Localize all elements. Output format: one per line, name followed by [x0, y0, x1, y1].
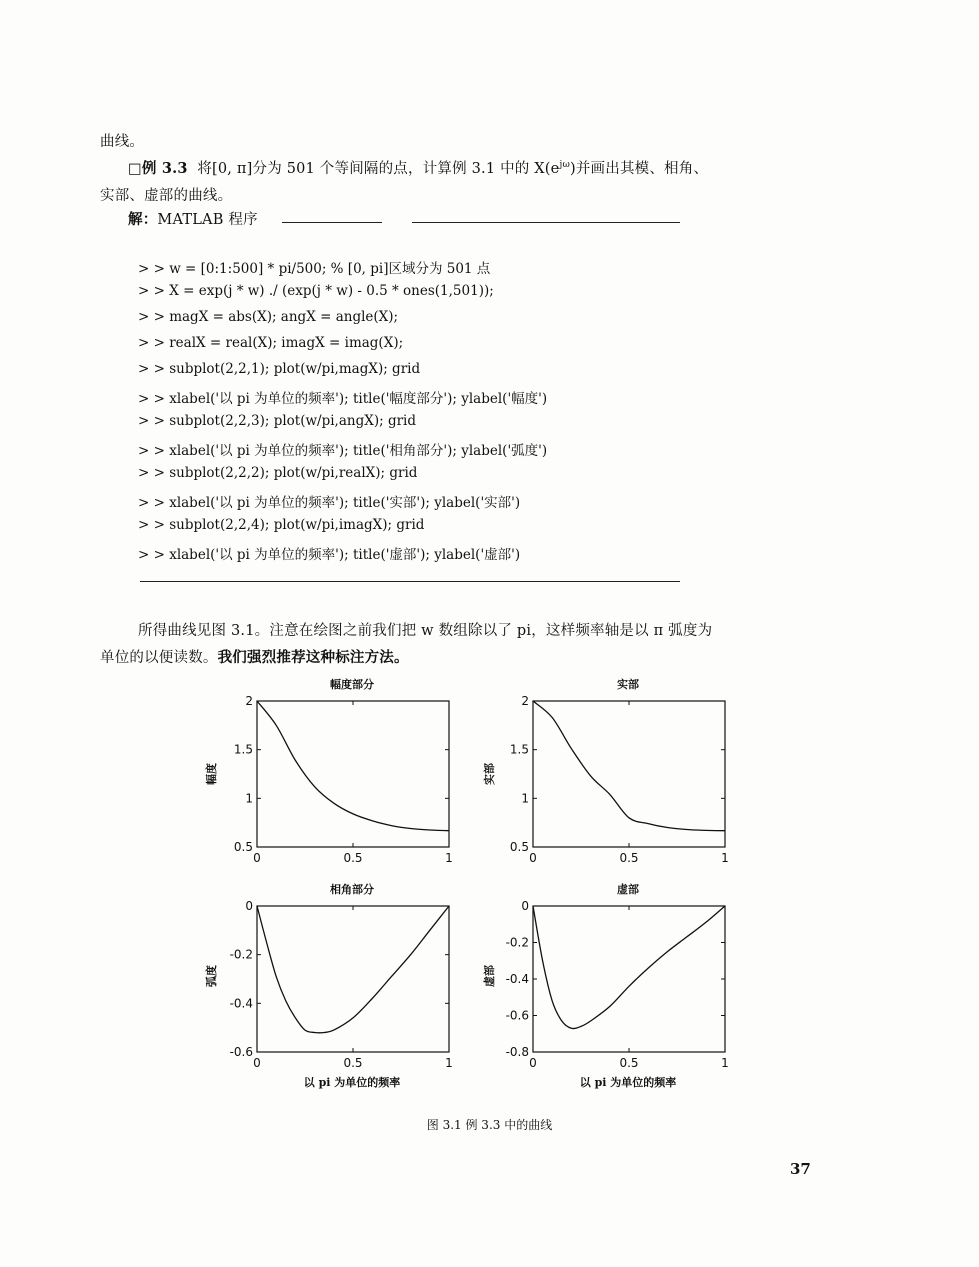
example-text-2: )并画出其模、相角、 [569, 161, 709, 177]
code-line: > > subplot(2,2,2); plot(w/pi,realX); grid [138, 465, 418, 481]
solution-label: 解： [128, 211, 158, 228]
y-tick-label: 0.5 [233, 840, 253, 854]
y-tick-label: 0 [521, 899, 529, 913]
y-tick-label: 2 [521, 694, 529, 708]
example-box-icon: □ [128, 161, 142, 177]
series-line [533, 701, 725, 831]
solution-text: MATLAB 程序 [157, 212, 258, 228]
y-tick-label: 1 [521, 791, 529, 806]
y-axis-label: 幅度 [205, 763, 218, 785]
y-tick-label: -0.2 [505, 935, 529, 950]
code-line: > > xlabel('以 pi 为单位的频率'); title('幅度部分'); ylabel('幅度') [138, 391, 548, 407]
x-axis-label: 以 pi 为单位的频率 [303, 1076, 401, 1089]
example-heading [128, 157, 708, 178]
y-tick-label: 1.5 [509, 742, 529, 757]
rule-top-left [282, 222, 382, 223]
series-line [257, 701, 449, 831]
code-line: > > w = [0:1:500] * pi/500; % [0, pi]区域分为 501 点 [138, 261, 491, 277]
plot-title: 虚部 [617, 883, 639, 896]
imaginary-part-plot [496, 897, 736, 1075]
plot-frame [533, 701, 725, 847]
y-tick-label: 0.5 [509, 840, 529, 854]
intro-line: 曲线。 [100, 134, 145, 150]
example-label: 例 3.3 [141, 160, 188, 177]
y-axis-label: 弧度 [205, 965, 218, 987]
plot-title: 幅度部分 [330, 678, 374, 691]
plot-frame [257, 906, 449, 1052]
plot-title: 相角部分 [330, 883, 374, 896]
magnitude-plot [220, 692, 460, 870]
figure-caption: 图 3.1 例 3.3 中的曲线 [426, 1118, 553, 1132]
x-axis-label: 以 pi 为单位的频率 [579, 1076, 677, 1089]
x-tick-label: 0.5 [343, 1056, 363, 1070]
code-line: > > xlabel('以 pi 为单位的频率'); title('相角部分'); ylabel('弧度') [138, 443, 548, 459]
code-line: > > magX = abs(X); angX = angle(X); [138, 309, 399, 325]
y-axis-label: 实部 [483, 763, 496, 785]
y-tick-label: 2 [245, 694, 253, 708]
y-tick-label: -0.6 [505, 1008, 529, 1023]
example-line-3: 实部、虚部的曲线。 [100, 188, 233, 204]
page-number: 37 [790, 1160, 811, 1178]
code-line: > > subplot(2,2,4); plot(w/pi,imagX); grid [138, 517, 425, 533]
y-tick-label: 0 [245, 899, 253, 913]
x-tick-label: 0 [253, 851, 261, 865]
x-tick-label: 1 [721, 1056, 729, 1070]
y-axis-label: 虚部 [483, 965, 496, 987]
y-tick-label: -0.8 [505, 1045, 529, 1059]
code-line: > > subplot(2,2,3); plot(w/pi,angX); grid [138, 413, 416, 429]
para-line-2 [100, 646, 409, 667]
plot-frame [533, 906, 725, 1052]
code-line: > > realX = real(X); imagX = imag(X); [138, 335, 404, 351]
code-line: > > subplot(2,2,1); plot(w/pi,magX); grid [138, 361, 421, 377]
plot-frame [257, 701, 449, 847]
para-line-2b: 我们强烈推荐这种标注方法。 [217, 649, 409, 666]
code-line: > > xlabel('以 pi 为单位的频率'); title('实部'); ylabel('实部') [138, 495, 521, 511]
rule-top-right [412, 222, 680, 223]
code-line: > > xlabel('以 pi 为单位的频率'); title('虚部'); ylabel('虚部') [138, 547, 521, 563]
x-tick-label: 0.5 [619, 1056, 639, 1070]
y-tick-label: 1 [245, 791, 253, 806]
x-tick-label: 0 [529, 1056, 537, 1070]
real-part-plot [496, 692, 736, 870]
rule-bottom [140, 581, 680, 582]
x-tick-label: 1 [721, 851, 729, 865]
code-line: > > X = exp(j * w) ./ (exp(j * w) - 0.5 * ones(1,501)); [138, 283, 494, 299]
series-line [533, 906, 725, 1029]
x-tick-label: 0 [253, 1056, 261, 1070]
y-tick-label: -0.6 [229, 1045, 253, 1059]
y-tick-label: -0.2 [229, 947, 253, 962]
example-text: 将[0, π]分为 501 个等间隔的点，计算例 3.1 中的 X(e [197, 161, 560, 177]
x-tick-label: 0 [529, 851, 537, 865]
series-line [257, 906, 449, 1033]
y-tick-label: -0.4 [505, 972, 529, 986]
x-tick-label: 1 [445, 1056, 453, 1070]
y-tick-label: 1.5 [233, 742, 253, 757]
x-tick-label: 0.5 [619, 851, 639, 865]
example-sup: jω [559, 160, 570, 171]
para-line-2a: 单位的以便读数。 [100, 650, 218, 666]
x-tick-label: 1 [445, 851, 453, 865]
phase-plot [220, 897, 460, 1075]
y-tick-label: -0.4 [229, 996, 253, 1011]
solution-line [128, 208, 258, 229]
para-line-1: 所得曲线见图 3.1。注意在绘图之前我们把 w 数组除以了 pi，这样频率轴是以 π 弧度为 [138, 623, 713, 639]
plot-title: 实部 [617, 678, 639, 691]
x-tick-label: 0.5 [343, 851, 363, 865]
